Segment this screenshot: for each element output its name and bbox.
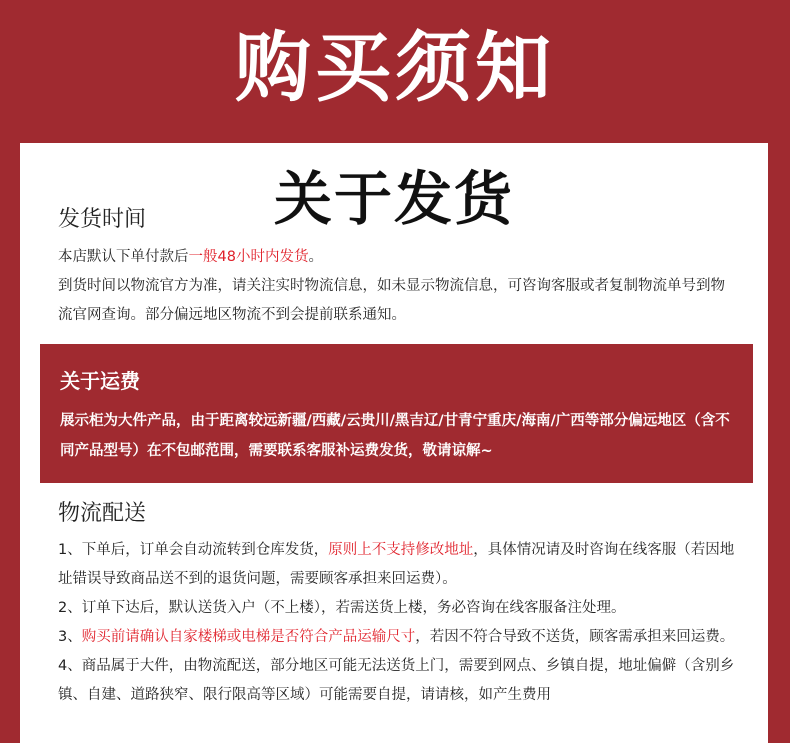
logistics-item-3-prefix: 3、 [58, 629, 82, 645]
shipping-time-highlight: 一般48小时内发货 [188, 249, 309, 265]
freight-band [40, 344, 753, 483]
shipping-time-heading: 发货时间 [58, 207, 147, 232]
logistics-item-1-prefix: 1、下单后，订单会自动流转到仓库发货， [58, 542, 329, 558]
logistics-item-3 [58, 623, 738, 652]
shipping-time-line-1-suffix: 。 [308, 249, 323, 265]
freight-text: 展示柜为大件产品，由于距离较远新疆/西藏/云贵川/黑吉辽/甘青宁重庆/海南/广西等部分偏远地区（含不同产品型号）在不包邮范围，需要联系客服补运费发货，敬请谅解~ [60, 413, 730, 459]
page-title: 购买须知 [235, 23, 555, 112]
logistics-heading: 物流配送 [58, 501, 147, 526]
freight-heading: 关于运费 [60, 369, 140, 393]
logistics-text [58, 536, 738, 710]
section-banner-title: 关于发货 [273, 165, 514, 233]
logistics-item-1 [58, 536, 738, 594]
logistics-item-4: 4、商品属于大件，由物流配送，部分地区可能无法送货上门，需要到网点、乡镇自提，地址偏僻（含别乡镇、自建、道路狭窄、限行限高等区域）可能需要自提，请请核，如产生费用 [58, 658, 735, 703]
logistics-item-1-highlight: 原则上不支持修改地址 [328, 542, 474, 558]
shipping-time-line-1 [58, 243, 738, 272]
shipping-time-line-2: 到货时间以物流官方为准，请关注实时物流信息，如未显示物流信息，可咨询客服或者复制物流单号到物流官网查询。部分偏远地区物流不到会提前联系通知。 [58, 278, 725, 323]
logistics-item-1-suffix: ，具体情况请及时咨询在线客服（若因地址错误导致商品送不到的退货问题，需要顾客承担来回运费）。 [58, 542, 735, 587]
logistics-item-3-highlight: 购买前请确认自家楼梯或电梯是否符合产品运输尺寸 [81, 629, 416, 645]
shipping-time-line-1-prefix: 本店默认下单付款后 [58, 249, 189, 265]
logistics-item-3-suffix: ，若因不符合导致不送货，顾客需承担来回运费。 [415, 629, 735, 645]
shipping-time-text [58, 243, 738, 330]
logistics-item-2: 2、订单下达后，默认送货入户（不上楼），若需送货上楼，务必咨询在线客服备注处理。 [58, 600, 626, 616]
